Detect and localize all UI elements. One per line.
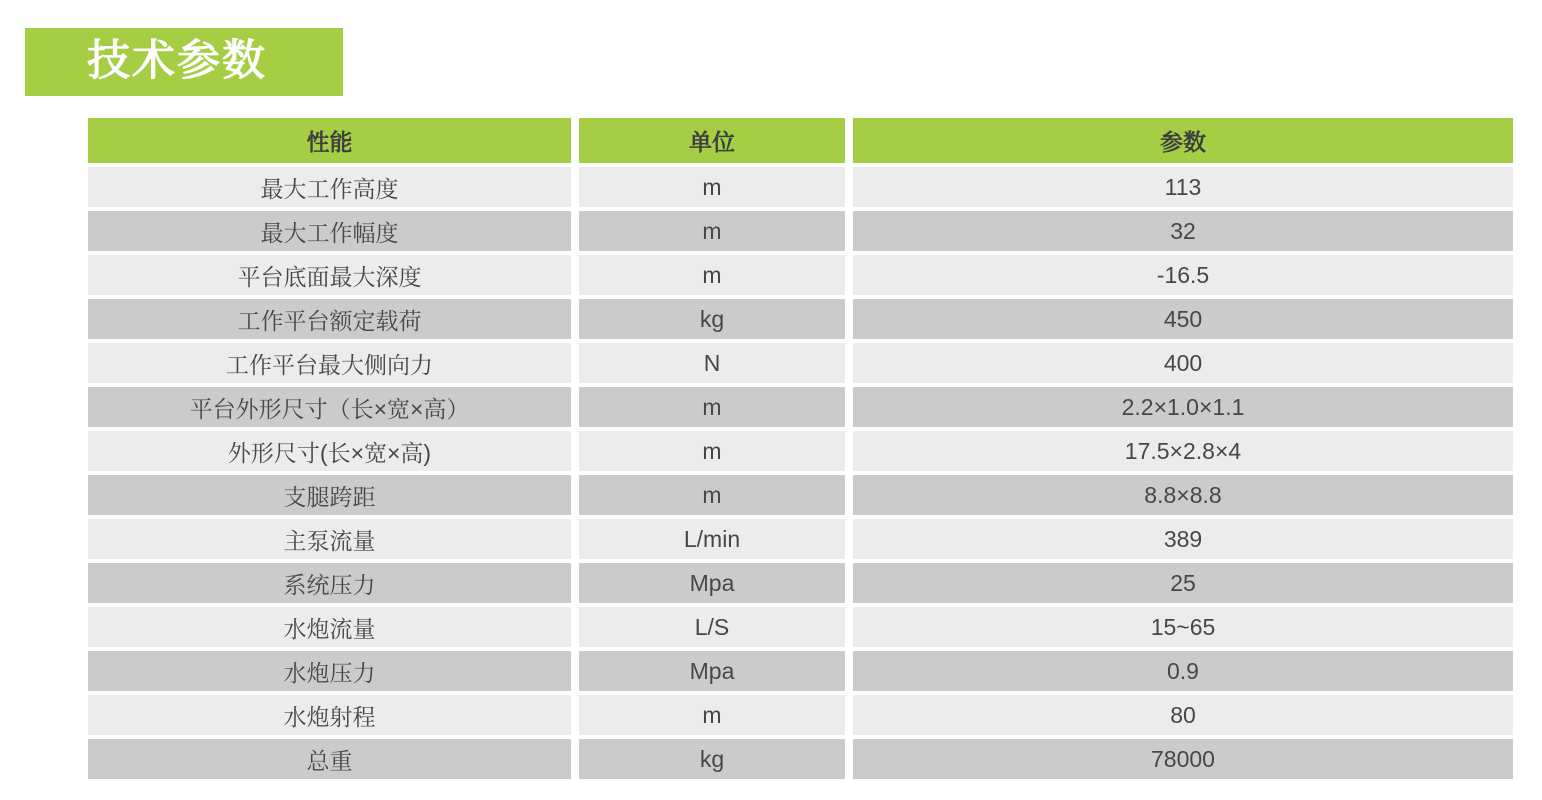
row-label-cell: 水炮流量 [88,607,571,647]
row-value-cell: 450 [853,299,1513,339]
row-value-cell: 389 [853,519,1513,559]
row-unit-cell: m [579,167,845,207]
row-unit-cell: m [579,387,845,427]
row-label-cell: 平台外形尺寸（长×宽×高） [88,387,571,427]
row-label-cell: 总重 [88,739,571,779]
row-label-cell: 主泵流量 [88,519,571,559]
row-unit-cell: kg [579,739,845,779]
row-unit-cell: L/min [579,519,845,559]
row-value-cell: 0.9 [853,651,1513,691]
row-unit-cell: m [579,475,845,515]
row-unit-cell: kg [579,299,845,339]
row-label-cell: 水炮射程 [88,695,571,735]
row-label-cell: 平台底面最大深度 [88,255,571,295]
column-header-unit: 单位 [579,118,845,163]
row-unit-cell: Mpa [579,563,845,603]
column-header-parameter: 参数 [853,118,1513,163]
column-header-performance: 性能 [88,118,571,163]
section-title: 技术参数 [87,37,267,85]
row-label-cell: 最大工作幅度 [88,211,571,251]
section-title-banner [25,28,343,96]
row-unit-cell: m [579,431,845,471]
row-unit-cell: m [579,255,845,295]
spec-table [88,118,1513,779]
row-unit-cell: L/S [579,607,845,647]
row-label-cell: 系统压力 [88,563,571,603]
row-value-cell: 17.5×2.8×4 [853,431,1513,471]
row-value-cell: 32 [853,211,1513,251]
row-label-cell: 水炮压力 [88,651,571,691]
row-label-cell: 工作平台最大侧向力 [88,343,571,383]
row-value-cell: 113 [853,167,1513,207]
row-unit-cell: m [579,211,845,251]
row-value-cell: 80 [853,695,1513,735]
row-value-cell: 400 [853,343,1513,383]
row-unit-cell: Mpa [579,651,845,691]
row-label-cell: 工作平台额定载荷 [88,299,571,339]
row-value-cell: -16.5 [853,255,1513,295]
row-value-cell: 8.8×8.8 [853,475,1513,515]
row-value-cell: 15~65 [853,607,1513,647]
row-value-cell: 25 [853,563,1513,603]
row-unit-cell: N [579,343,845,383]
row-label-cell: 最大工作高度 [88,167,571,207]
row-value-cell: 2.2×1.0×1.1 [853,387,1513,427]
row-value-cell: 78000 [853,739,1513,779]
row-unit-cell: m [579,695,845,735]
row-label-cell: 外形尺寸(长×宽×高) [88,431,571,471]
row-label-cell: 支腿跨距 [88,475,571,515]
